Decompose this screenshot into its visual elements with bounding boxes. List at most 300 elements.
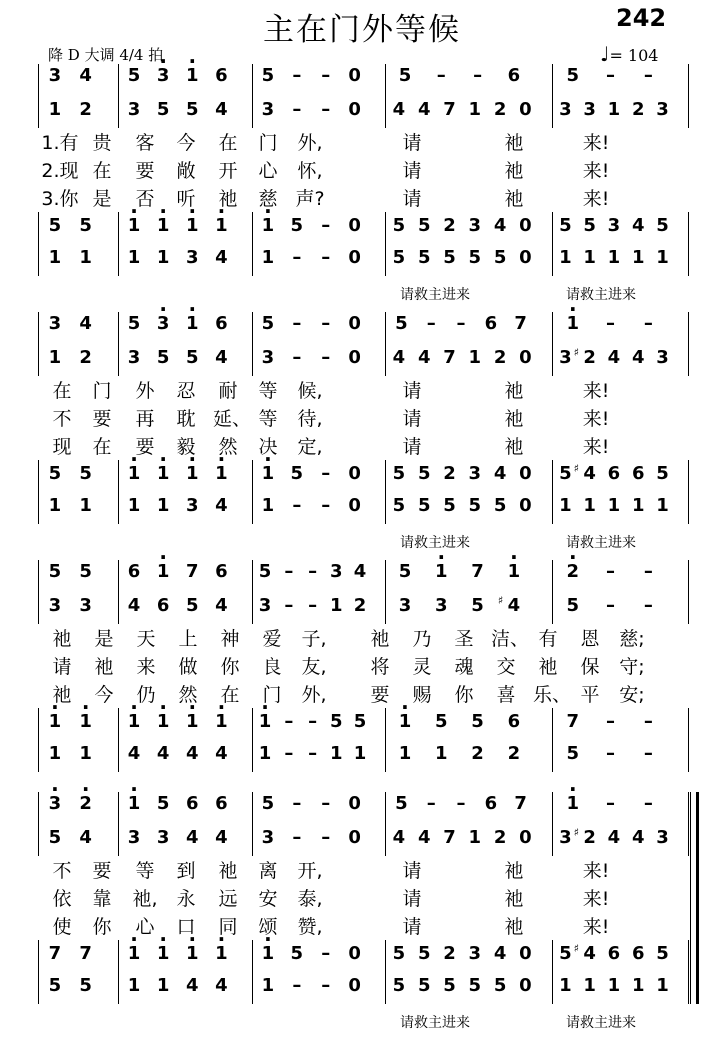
note: 6 <box>607 463 621 484</box>
lyric-syllable: 口 <box>176 916 196 938</box>
note: 5 <box>186 595 199 616</box>
lyric-syllable: 颂 <box>258 916 278 938</box>
lyric-syllable: 灵 <box>412 656 432 678</box>
barline <box>38 64 39 128</box>
barline <box>688 560 689 624</box>
note: 4 <box>127 743 141 764</box>
note: 7 <box>443 99 456 120</box>
note: – <box>606 711 616 732</box>
note: 4 <box>156 743 170 764</box>
barline <box>688 312 689 376</box>
note: 1 <box>468 827 482 848</box>
note: · 1 <box>75 710 97 734</box>
note: · 1 <box>181 214 203 238</box>
note: 4 <box>215 595 228 616</box>
note: 5 <box>290 463 304 484</box>
lyric-syllable: 在 <box>218 132 238 154</box>
lyric-syllable: 来! <box>582 888 610 910</box>
note: 3 <box>127 347 141 368</box>
note: 3 <box>656 347 669 368</box>
note: 3 <box>559 347 572 368</box>
note: 5 <box>392 247 406 268</box>
lyric-syllable: 请 <box>402 888 422 910</box>
lyric-syllable: 是 <box>94 628 114 650</box>
note: 3 <box>48 65 62 86</box>
lyric-syllable: 祂 <box>370 628 390 650</box>
lyric-syllable: 请 <box>402 916 422 938</box>
note: – <box>606 595 616 616</box>
note: 5 <box>471 711 484 732</box>
note: 4 <box>417 827 431 848</box>
lyric-syllable: 做 <box>178 656 198 678</box>
note: 5 <box>656 943 669 964</box>
lyric-syllable: 恩 <box>580 628 600 650</box>
note: – <box>643 711 653 732</box>
note: 1 <box>261 495 275 516</box>
note: 3 <box>261 99 275 120</box>
barline <box>552 212 553 276</box>
lyric-syllable: 今 <box>94 684 114 706</box>
note: 4 <box>493 943 507 964</box>
note: – <box>321 943 331 964</box>
lyric-syllable: 开, <box>297 860 323 882</box>
lyric-syllable: 然 <box>178 684 198 706</box>
note: 6 <box>215 65 228 86</box>
note: 5 <box>417 215 431 236</box>
note: 5 <box>443 975 456 996</box>
note: 0 <box>348 463 361 484</box>
note: 1 <box>127 495 141 516</box>
lyric-syllable: 你 <box>92 916 112 938</box>
note: 7 <box>514 793 527 814</box>
lyric-syllable: 请 <box>402 436 422 458</box>
note: 0 <box>519 215 532 236</box>
note: – <box>321 99 331 120</box>
lyric-syllable: 泰, <box>297 888 323 910</box>
lyric-syllable: 现 <box>52 436 72 458</box>
lyric-syllable: 请 <box>402 160 422 182</box>
lyric-syllable: 安 <box>258 888 278 910</box>
lyric-syllable: 在 <box>92 160 112 182</box>
note: – <box>321 463 331 484</box>
note: 4 <box>417 99 431 120</box>
lyric-syllable: 乐、 <box>533 684 572 706</box>
note: 4 <box>607 827 621 848</box>
note: 0 <box>348 215 361 236</box>
note: 2 <box>471 743 484 764</box>
note: 4 <box>392 99 406 120</box>
note: 6 <box>127 561 141 582</box>
note: 4 ♯ <box>579 942 601 966</box>
system-1 <box>0 64 724 324</box>
note: 0 <box>519 463 532 484</box>
note: 1 <box>330 595 343 616</box>
lyric-syllable: 声? <box>295 188 325 210</box>
lyric-syllable: 天 <box>136 628 156 650</box>
note: 0 <box>348 943 361 964</box>
note: 1 <box>559 495 572 516</box>
note: 1 <box>607 495 621 516</box>
barline <box>252 792 253 856</box>
note: 5 <box>417 975 431 996</box>
note: 1 <box>607 99 621 120</box>
lyric-syllable: 要 <box>135 436 155 458</box>
barline <box>252 212 253 276</box>
lyric-syllable: 贵 <box>92 132 112 154</box>
note: 3 <box>261 827 275 848</box>
note: – <box>321 65 331 86</box>
note: 1 <box>468 347 482 368</box>
lyric-syllable: 来! <box>582 380 610 402</box>
note: – <box>292 495 302 516</box>
lyric-syllable: 靠 <box>92 888 112 910</box>
note: 1 <box>48 347 62 368</box>
lyric-syllable: 定, <box>297 436 323 458</box>
note: 5 <box>435 711 448 732</box>
note: 3 <box>127 99 141 120</box>
lyric-syllable: 交 <box>496 656 516 678</box>
barline <box>252 940 253 1004</box>
lyric-syllable: 请 <box>402 380 422 402</box>
lyric-syllable: 到 <box>176 860 196 882</box>
lyric-syllable: 3.你 <box>41 188 79 210</box>
note: · 1 <box>152 942 174 966</box>
note: · 3 <box>152 64 174 88</box>
note: 5 <box>48 463 62 484</box>
note: 5 <box>48 215 62 236</box>
lyric-syllable: 来! <box>582 436 610 458</box>
note: 1 <box>127 975 141 996</box>
barline <box>385 312 386 376</box>
note: – <box>292 827 302 848</box>
note: 1 <box>398 743 412 764</box>
lyric-syllable: 神 <box>220 628 240 650</box>
note: 4 <box>493 215 507 236</box>
note: – <box>284 595 294 616</box>
lyric-syllable: 门 <box>92 380 112 402</box>
barline <box>552 792 553 856</box>
lyric-syllable: 祂 <box>504 436 524 458</box>
note: 0 <box>348 827 361 848</box>
echo-text-1: 请救主进来 <box>400 1015 470 1031</box>
lyric-syllable: 安; <box>619 684 645 706</box>
note: · 1 <box>210 710 232 734</box>
note: 2 <box>443 215 456 236</box>
note: 3 <box>607 215 621 236</box>
note: 1 <box>583 247 596 268</box>
lyric-syllable: 请 <box>402 132 422 154</box>
note: 6 <box>215 561 228 582</box>
note: 3 <box>261 347 275 368</box>
note: 0 <box>348 99 361 120</box>
note: · 3 <box>152 312 174 336</box>
note: 4 <box>79 65 92 86</box>
note: 5 <box>79 561 92 582</box>
note: · 1 <box>152 710 174 734</box>
note: 5 <box>290 215 304 236</box>
note: 4 <box>607 347 621 368</box>
lyric-syllable: 否 <box>135 188 155 210</box>
note: · 1 <box>152 560 174 584</box>
barline <box>118 708 119 772</box>
note: 4 <box>631 827 645 848</box>
note: 7 <box>79 943 92 964</box>
lyric-syllable: 慈; <box>619 628 645 650</box>
note: 1 <box>559 247 572 268</box>
note: 6 <box>215 793 228 814</box>
note: 3 <box>559 99 572 120</box>
lyric-syllable: 今 <box>176 132 196 154</box>
note: 5 <box>398 561 412 582</box>
lyric-syllable: 祂 <box>218 188 238 210</box>
lyric-syllable: 祂 <box>538 656 558 678</box>
note: 2 <box>443 463 456 484</box>
note: 5 <box>656 463 669 484</box>
lyric-syllable: 听 <box>176 188 196 210</box>
note: 3 <box>186 247 199 268</box>
note: 4 <box>493 463 507 484</box>
lyric-syllable: 祂 <box>504 408 524 430</box>
note: – <box>308 595 318 616</box>
note: 3 <box>79 595 92 616</box>
note: 1 <box>79 743 92 764</box>
lyric-syllable: 要 <box>92 408 112 430</box>
lyric-syllable: 保 <box>580 656 600 678</box>
barline <box>118 64 119 128</box>
note: 5 <box>186 347 199 368</box>
echo-text-2: 请救主进来 <box>566 1015 636 1031</box>
note: 0 <box>348 495 361 516</box>
note: 5 <box>493 975 507 996</box>
note: 1 <box>79 247 92 268</box>
note: 2 <box>493 347 507 368</box>
note: · 1 <box>562 312 584 336</box>
note: 5 <box>417 247 431 268</box>
note: – <box>643 65 653 86</box>
note: · 2 <box>562 560 584 584</box>
note: 1 <box>468 99 482 120</box>
lyric-syllable: 客 <box>135 132 155 154</box>
note: · 1 <box>394 710 416 734</box>
lyric-syllable: 仍 <box>136 684 156 706</box>
note: 4 <box>353 561 367 582</box>
lyric-syllable: 等 <box>135 860 155 882</box>
note: 1 <box>127 247 141 268</box>
note: – <box>456 313 466 334</box>
lyric-syllable: 同 <box>218 916 238 938</box>
note: – <box>426 313 436 334</box>
note: 5 <box>392 495 406 516</box>
barline <box>118 792 119 856</box>
lyric-syllable: 要 <box>370 684 390 706</box>
note: – <box>643 793 653 814</box>
barline <box>252 560 253 624</box>
barline <box>385 560 386 624</box>
note: 5 <box>468 975 482 996</box>
lyric-syllable: 祂 <box>52 628 72 650</box>
lyric-syllable: 1.有 <box>41 132 79 154</box>
note: 1 <box>559 975 572 996</box>
sharp-sign: ♯ <box>497 594 504 607</box>
note: 5 <box>417 495 431 516</box>
lyric-syllable: 祂 <box>504 888 524 910</box>
note: 7 <box>443 827 456 848</box>
lyric-syllable: 是 <box>92 188 112 210</box>
note: 4 <box>631 215 645 236</box>
lyric-syllable: 祂 <box>52 684 72 706</box>
note: 1 <box>261 247 275 268</box>
note: 3 <box>156 827 170 848</box>
barline <box>252 708 253 772</box>
note: 7 <box>48 943 62 964</box>
note: · 1 <box>181 710 203 734</box>
note: 5 <box>566 595 580 616</box>
note: 2 <box>79 99 92 120</box>
note: 2 <box>79 347 92 368</box>
note: 0 <box>348 313 361 334</box>
sharp-sign: ♯ <box>573 346 579 359</box>
note: · 1 <box>181 462 203 486</box>
barline <box>385 460 386 524</box>
lyric-syllable: 赐 <box>412 684 432 706</box>
barline <box>118 560 119 624</box>
lyric-syllable: 要 <box>92 860 112 882</box>
note: 5 <box>48 561 62 582</box>
lyric-syllable: 圣 <box>454 628 474 650</box>
lyric-syllable: 依 <box>52 888 72 910</box>
note: 4 <box>215 247 228 268</box>
note: 3 <box>186 495 199 516</box>
note: 5 <box>566 743 580 764</box>
note: · 1 <box>503 560 525 584</box>
note: 5 <box>290 943 304 964</box>
note: – <box>643 743 653 764</box>
lyric-syllable: 外, <box>297 132 323 154</box>
note: 1 <box>48 247 62 268</box>
lyric-syllable: 洁、 <box>491 628 530 650</box>
lyric-syllable: 不 <box>52 860 72 882</box>
note: 1 <box>656 975 669 996</box>
note: · 1 <box>257 214 279 238</box>
barline <box>38 708 39 772</box>
lyric-syllable: 心 <box>258 160 278 182</box>
note: · 1 <box>254 710 276 734</box>
note: 6 <box>631 463 645 484</box>
lyric-syllable: 请 <box>402 188 422 210</box>
note: 5 <box>353 711 367 732</box>
note: 5 <box>559 215 572 236</box>
lyric-syllable: 来! <box>582 408 610 430</box>
note: 4 <box>392 347 406 368</box>
note: 3 <box>435 595 448 616</box>
note: 4 <box>215 99 228 120</box>
echo-text-2: 请救主进来 <box>566 535 636 551</box>
lyric-syllable: 来! <box>582 860 610 882</box>
barline <box>552 708 553 772</box>
barline <box>118 212 119 276</box>
lyric-syllable: 永 <box>176 888 196 910</box>
note: 5 <box>468 495 482 516</box>
lyric-syllable: 耐 <box>218 380 238 402</box>
note: – <box>292 793 302 814</box>
note: · 1 <box>123 710 145 734</box>
note: 1 <box>353 743 367 764</box>
note: 2 <box>493 99 507 120</box>
note: 2 <box>353 595 367 616</box>
note: · 1 <box>430 560 452 584</box>
lyric-syllable: 待, <box>297 408 323 430</box>
note: · 1 <box>181 64 203 88</box>
lyric-syllable: 外 <box>135 380 155 402</box>
lyric-syllable: 门 <box>262 684 282 706</box>
note: – <box>606 65 616 86</box>
note: 0 <box>519 247 532 268</box>
lyric-syllable: 祂 <box>504 132 524 154</box>
note: 5 <box>566 65 580 86</box>
note: 2 ♯ <box>579 346 601 370</box>
note: 0 <box>519 495 532 516</box>
note: – <box>436 65 446 86</box>
lyric-syllable: 毅 <box>176 436 196 458</box>
note: 0 <box>348 347 361 368</box>
lyric-syllable: 祂 <box>504 916 524 938</box>
note: 1 <box>656 247 669 268</box>
tempo-value: = 104 <box>609 46 659 65</box>
note: – <box>284 743 294 764</box>
note: 1 <box>656 495 669 516</box>
note: 2 <box>493 827 507 848</box>
lyric-syllable: 爱 <box>262 628 282 650</box>
tempo-marking <box>600 42 658 66</box>
note: 5 <box>127 65 141 86</box>
note: 2 <box>631 99 645 120</box>
note: 5 <box>559 943 572 964</box>
barline <box>385 708 386 772</box>
note: 1 <box>156 975 170 996</box>
lyric-syllable: 将 <box>370 656 390 678</box>
note: · 1 <box>257 462 279 486</box>
system-3 <box>0 560 724 820</box>
note: 5 <box>261 65 275 86</box>
barline <box>385 64 386 128</box>
echo-text-1: 请救主进来 <box>400 287 470 303</box>
lyric-syllable: 候, <box>297 380 323 402</box>
note: 1 <box>48 743 62 764</box>
lyric-syllable: 平 <box>580 684 600 706</box>
note: · 1 <box>210 214 232 238</box>
note: 4 <box>79 827 92 848</box>
note: 5 <box>493 247 507 268</box>
lyric-syllable: 慈 <box>258 188 278 210</box>
barline <box>38 212 39 276</box>
note: 5 <box>493 495 507 516</box>
note: 3 <box>468 215 482 236</box>
note: – <box>292 975 302 996</box>
note: 5 <box>468 247 482 268</box>
lyric-syllable: 不 <box>52 408 72 430</box>
note: 6 <box>484 313 498 334</box>
note: 4 <box>186 743 199 764</box>
note: 4 <box>417 347 431 368</box>
note: – <box>292 247 302 268</box>
lyric-syllable: 上 <box>178 628 198 650</box>
lyric-syllable: 再 <box>135 408 155 430</box>
note: – <box>321 247 331 268</box>
note: 5 <box>392 975 406 996</box>
note: 5 <box>656 215 669 236</box>
note: – <box>643 595 653 616</box>
note: 5 <box>156 793 170 814</box>
